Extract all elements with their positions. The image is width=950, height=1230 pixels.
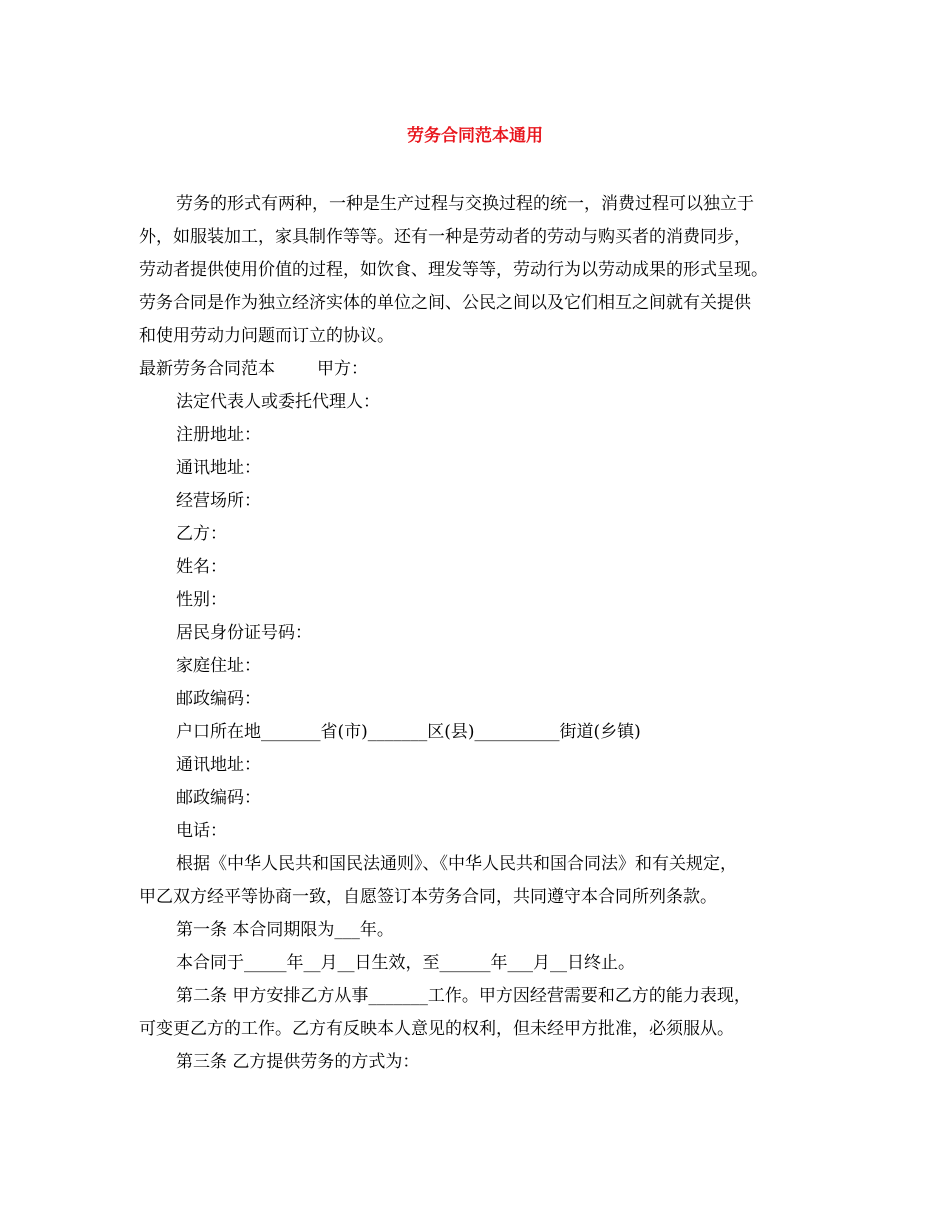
document-body bbox=[139, 188, 829, 1079]
clause-article-3: 第三条 乙方提供劳务的方式为： bbox=[176, 1052, 420, 1072]
clause-line: 本合同于_____年__月__日生效，至______年___月__日终止。 bbox=[176, 953, 635, 973]
contract-heading-row bbox=[139, 353, 829, 386]
field-registered-address: 注册地址： bbox=[176, 425, 261, 445]
clause-article-2: 第二条 甲方安排乙方从事_______工作。甲方因经营需要和乙方的能力表现， bbox=[176, 986, 751, 1006]
field-gender: 性别： bbox=[176, 590, 227, 610]
intro-line: 劳务的形式有两种，一种是生产过程与交换过程的统一，消费过程可以独立于 bbox=[176, 194, 754, 214]
document-title: 劳务合同范本通用 bbox=[407, 126, 543, 146]
intro-line: 外，如服装加工，家具制作等等。还有一种是劳动者的劳动与购买者的消费同步， bbox=[139, 227, 751, 247]
clause-line: 根据《中华人民共和国民法通则》、《中华人民共和国合同法》和有关规定， bbox=[176, 854, 737, 874]
field-home-address: 家庭住址： bbox=[176, 656, 261, 676]
field-legal-representative: 法定代表人或委托代理人： bbox=[176, 392, 380, 412]
field-id-number: 居民身份证号码： bbox=[176, 623, 312, 643]
intro-line: 和使用劳动力问题而订立的协议。 bbox=[139, 326, 394, 346]
field-household-registration: 户口所在地_______省(市)_______区(县)__________街道(乡镇) bbox=[176, 722, 641, 742]
field-name: 姓名： bbox=[176, 557, 227, 577]
field-postal-code: 邮政编码： bbox=[176, 689, 261, 709]
clause-article-1: 第一条 本合同期限为___年。 bbox=[176, 920, 394, 940]
clause-line: 可变更乙方的工作。乙方有反映本人意见的权利，但未经甲方批准，必须服从。 bbox=[139, 1019, 734, 1039]
field-postal-code-b: 邮政编码： bbox=[176, 788, 261, 808]
intro-line: 劳动者提供使用价值的过程，如饮食、理发等等，劳动行为以劳动成果的形式呈现。 bbox=[139, 260, 768, 280]
field-phone: 电话： bbox=[176, 821, 227, 841]
contract-heading: 最新劳务合同范本 bbox=[139, 359, 275, 379]
party-b-label: 乙方： bbox=[176, 524, 227, 544]
intro-line: 劳务合同是作为独立经济实体的单位之间、公民之间以及它们相互之间就有关提供 bbox=[139, 293, 751, 313]
clause-line: 甲乙双方经平等协商一致，自愿签订本劳务合同，共同遵守本合同所列条款。 bbox=[139, 887, 717, 907]
field-business-premises: 经营场所： bbox=[176, 491, 261, 511]
field-mailing-address: 通讯地址： bbox=[176, 458, 261, 478]
field-mailing-address-b: 通讯地址： bbox=[176, 755, 261, 775]
party-a-label: 甲方： bbox=[317, 359, 368, 379]
